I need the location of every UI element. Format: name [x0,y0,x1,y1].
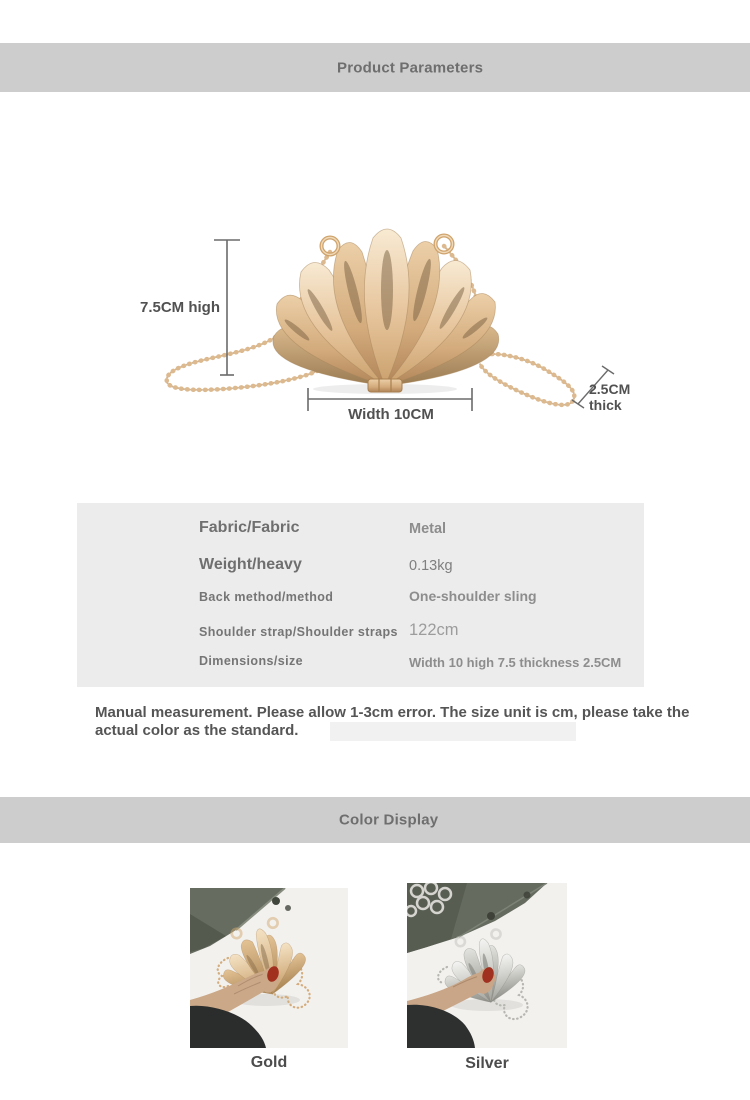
spec-label: Dimensions/size [199,654,303,668]
variant-photo-gold [190,888,348,1048]
variant-photo-silver [407,883,567,1048]
color-display-header-bar [0,797,750,843]
width-label: Width 10CM [348,406,434,423]
spec-label: Fabric/Fabric [199,519,300,536]
variant-label-gold: Gold [250,1054,288,1071]
spec-table [77,503,644,687]
spec-label: Shoulder strap/Shoulder straps [199,625,398,639]
jacket-button [487,912,495,920]
silver-bag-photo-illustration [407,883,567,1048]
product-parameters-title: Product Parameters [337,59,484,76]
thickness-label-line1: 2.5CM [589,381,631,397]
gold-bag-photo-illustration [190,888,348,1048]
spec-value: 0.13kg [409,558,453,574]
product-parameters-header-bar [0,43,750,92]
spec-label: Back method/method [199,590,334,604]
spec-value: One-shoulder sling [409,588,537,604]
jacket-button [272,897,280,905]
spec-value: 122cm [409,621,459,639]
height-label: 7.5CM high [139,299,220,316]
thickness-label-line2: thick [589,397,622,413]
bag-clasp [368,379,402,392]
spec-value: Metal [409,521,447,537]
variant-label-silver: Silver [465,1055,509,1072]
spec-value: Width 10 high 7.5 thickness 2.5CM [409,655,622,670]
color-display-title: Color Display [339,811,439,829]
shell-bag-graphic [273,229,499,394]
spec-label: Weight/heavy [199,556,302,573]
measurement-note: Manual measurement. Please allow 1-3cm error. The size unit is cm, please take the actual color as the standard. [95,704,690,739]
